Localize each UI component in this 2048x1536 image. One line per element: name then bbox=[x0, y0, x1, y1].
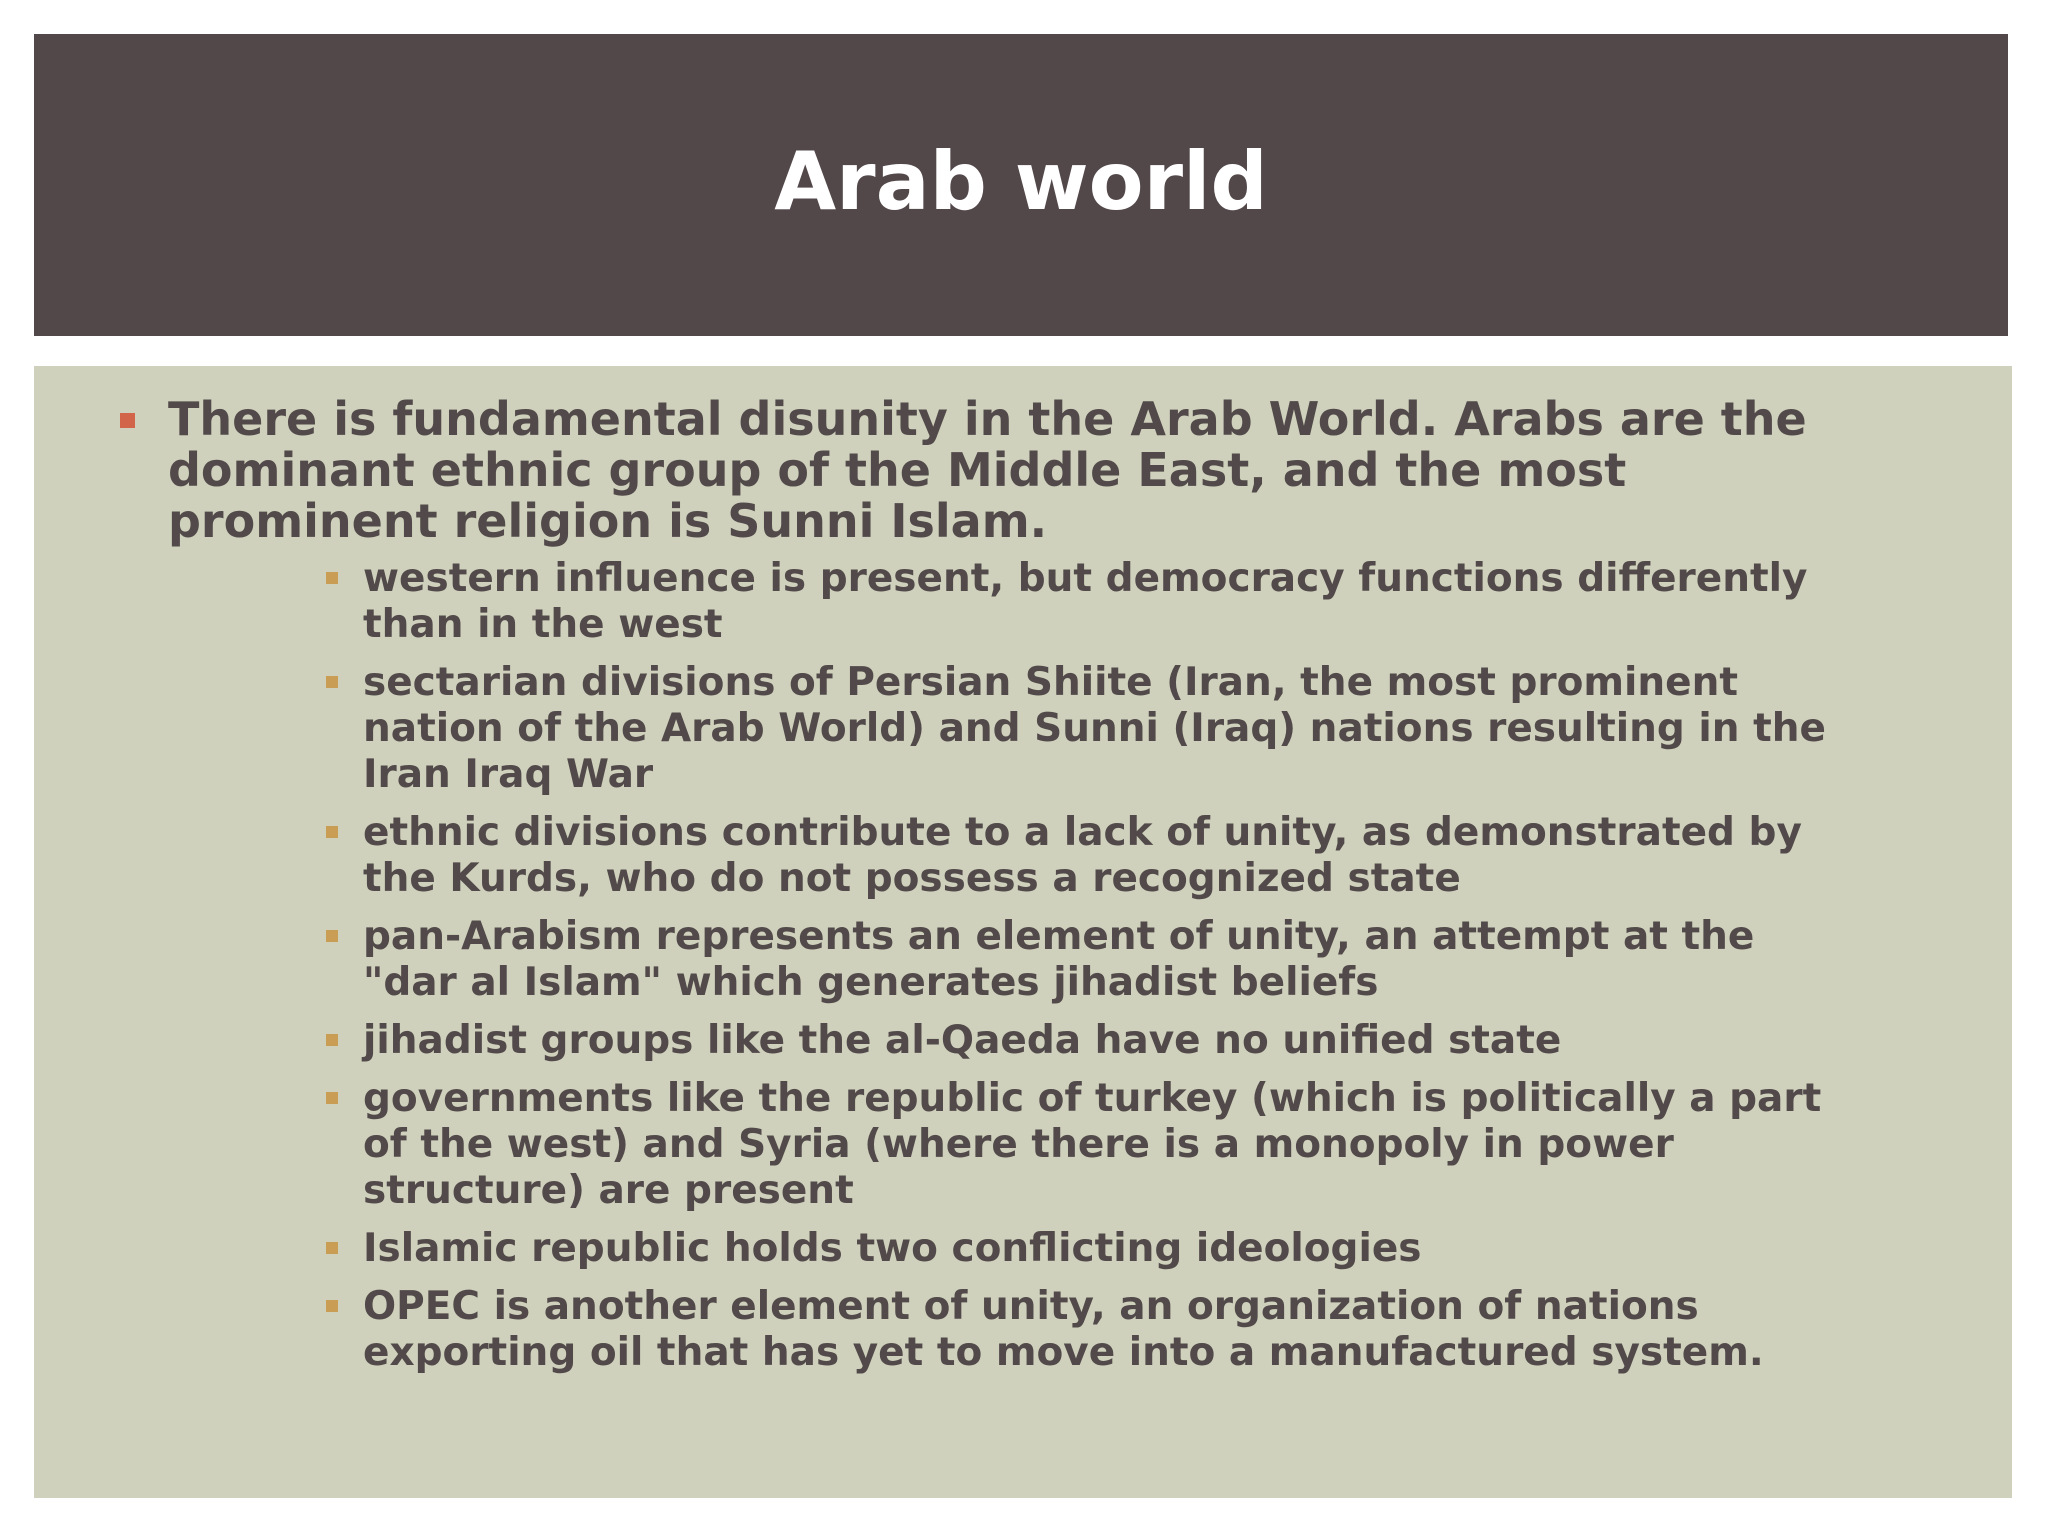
content-panel bbox=[34, 366, 2012, 1498]
square-bullet-icon bbox=[120, 413, 135, 428]
sub-bullet-list bbox=[168, 556, 1892, 1376]
small-square-bullet-icon bbox=[326, 1092, 338, 1104]
main-bullet-text: There is fundamental disunity in the Arab World. Arabs are the dominant ethnic group of the Middle East, and the most prominent religion is Sunni Islam. bbox=[168, 392, 1807, 548]
small-square-bullet-icon bbox=[326, 1034, 338, 1046]
sub-bullet-item bbox=[168, 1076, 1892, 1214]
sub-bullet-item bbox=[168, 810, 1892, 902]
small-square-bullet-icon bbox=[326, 572, 338, 584]
sub-bullet-text: sectarian divisions of Persian Shiite (Iran, the most prominent nation of the Arab World) and Sunni (Iraq) nations resulting in the Iran Iraq War bbox=[363, 660, 1826, 797]
sub-bullet-item bbox=[168, 1018, 1892, 1064]
sub-bullet-item bbox=[168, 660, 1892, 798]
sub-bullet-text: governments like the republic of turkey (which is politically a part of the west) and Syria (where there is a monopoly in power structure) are present bbox=[363, 1076, 1822, 1213]
title-bar bbox=[34, 34, 2008, 336]
sub-bullet-item bbox=[168, 914, 1892, 1006]
small-square-bullet-icon bbox=[326, 930, 338, 942]
small-square-bullet-icon bbox=[326, 1300, 338, 1312]
sub-bullet-text: OPEC is another element of unity, an organization of nations exporting oil that has yet to move into a manufactured system. bbox=[363, 1284, 1764, 1375]
sub-bullet-text: ethnic divisions contribute to a lack of unity, as demonstrated by the Kurds, who do not possess a recognized state bbox=[363, 810, 1802, 901]
sub-bullet-item bbox=[168, 556, 1892, 648]
sub-bullet-text: western influence is present, but democracy functions differently than in the west bbox=[363, 556, 1808, 647]
small-square-bullet-icon bbox=[326, 676, 338, 688]
small-square-bullet-icon bbox=[326, 826, 338, 838]
sub-bullet-text: Islamic republic holds two conflicting ideologies bbox=[363, 1226, 1422, 1271]
small-square-bullet-icon bbox=[326, 1242, 338, 1254]
sub-bullet-text: jihadist groups like the al-Qaeda have no unified state bbox=[363, 1018, 1562, 1063]
sub-bullet-item bbox=[168, 1226, 1892, 1272]
slide-title: Arab world bbox=[774, 134, 1268, 228]
bullet-list bbox=[34, 394, 2012, 1388]
sub-bullet-text: pan-Arabism represents an element of unity, an attempt at the "dar al Islam" which generates jihadist beliefs bbox=[363, 914, 1755, 1005]
sub-bullet-item bbox=[168, 1284, 1892, 1376]
main-bullet-item bbox=[34, 394, 2012, 1376]
